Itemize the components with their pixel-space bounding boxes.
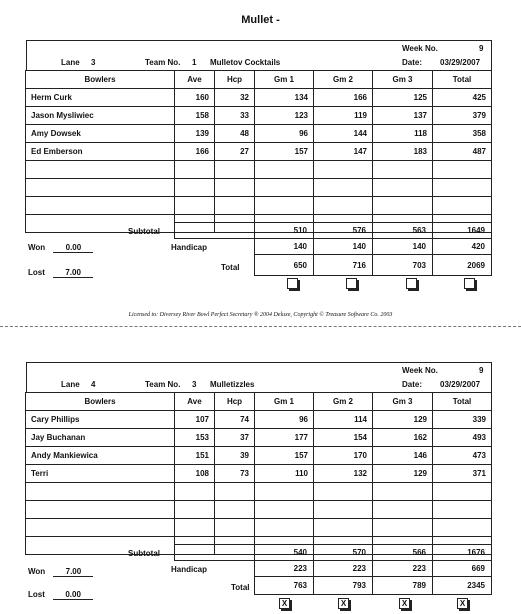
bowler-name: Cary Phillips bbox=[26, 411, 175, 429]
team-no-label: Team No. bbox=[145, 58, 181, 67]
table-row bbox=[26, 447, 492, 465]
bowler-total: 379 bbox=[433, 107, 492, 125]
bowler-gm2: 166 bbox=[314, 89, 373, 107]
bowler-ave: 160 bbox=[175, 89, 215, 107]
bowler-gm1: 157 bbox=[255, 447, 314, 465]
lane-value: 4 bbox=[91, 380, 96, 389]
handicap-row bbox=[175, 239, 492, 255]
col-gm2: Gm 2 bbox=[314, 393, 373, 411]
team-no-value: 3 bbox=[192, 380, 197, 389]
bowler-name: Ed Emberson bbox=[26, 143, 175, 161]
bowler-total: 358 bbox=[433, 125, 492, 143]
date-value: 03/29/2007 bbox=[440, 58, 481, 67]
cut-line bbox=[0, 326, 521, 327]
bowler-name: Andy Mankiewica bbox=[26, 447, 175, 465]
bowler-total: 473 bbox=[433, 447, 492, 465]
col-ave: Ave bbox=[175, 393, 215, 411]
handicap-gm2: 223 bbox=[314, 561, 373, 577]
lane-label: Lane bbox=[61, 58, 80, 67]
sheet-header-box bbox=[26, 362, 492, 393]
bowler-hcp: 39 bbox=[215, 447, 255, 465]
subtotal-gm2: 576 bbox=[314, 223, 373, 239]
bowler-gm1: 96 bbox=[255, 411, 314, 429]
won-label: Won bbox=[28, 243, 46, 252]
bowler-ave: 139 bbox=[175, 125, 215, 143]
bowler-gm3: 129 bbox=[373, 465, 433, 483]
game3-win-checkbox[interactable] bbox=[406, 278, 417, 289]
bowler-hcp: 48 bbox=[215, 125, 255, 143]
total-gm2: 793 bbox=[314, 577, 373, 595]
handicap-row bbox=[175, 561, 492, 577]
bowler-total: 339 bbox=[433, 411, 492, 429]
table-header-row bbox=[26, 71, 492, 89]
lost-label: Lost bbox=[28, 268, 45, 277]
total-gm1: 650 bbox=[255, 255, 314, 276]
subtotal-row bbox=[175, 545, 492, 561]
bowler-total: 371 bbox=[433, 465, 492, 483]
bowler-gm1: 134 bbox=[255, 89, 314, 107]
bowler-gm3: 125 bbox=[373, 89, 433, 107]
col-total: Total bbox=[433, 393, 492, 411]
subtotal-gm3: 563 bbox=[373, 223, 433, 239]
subtotal-label: Subtotal bbox=[128, 227, 160, 236]
lost-value: 7.00 bbox=[53, 268, 93, 278]
bowler-gm2: 114 bbox=[314, 411, 373, 429]
total-row bbox=[175, 577, 492, 595]
bowler-name: Amy Dowsek bbox=[26, 125, 175, 143]
empty-row bbox=[26, 501, 492, 519]
lost-field bbox=[28, 268, 93, 278]
bowler-ave: 151 bbox=[175, 447, 215, 465]
handicap-gm3: 223 bbox=[373, 561, 433, 577]
total-row bbox=[175, 255, 492, 276]
empty-row bbox=[26, 519, 492, 537]
totals-table bbox=[174, 222, 492, 276]
table-row bbox=[26, 143, 492, 161]
col-bowlers: Bowlers bbox=[26, 71, 175, 89]
table-row bbox=[26, 429, 492, 447]
handicap-gm1: 223 bbox=[255, 561, 314, 577]
bowler-hcp: 37 bbox=[215, 429, 255, 447]
handicap-label: Handicap bbox=[171, 565, 208, 574]
total-label: Total bbox=[221, 263, 240, 272]
bowler-gm1: 123 bbox=[255, 107, 314, 125]
lost-label: Lost bbox=[28, 590, 45, 599]
bowler-gm1: 157 bbox=[255, 143, 314, 161]
empty-row bbox=[26, 483, 492, 501]
date-label: Date: bbox=[402, 380, 423, 389]
game3-win-checkbox[interactable]: X bbox=[399, 598, 410, 609]
game1-win-checkbox[interactable]: X bbox=[279, 598, 290, 609]
bowler-total: 425 bbox=[433, 89, 492, 107]
handicap-gm3: 140 bbox=[373, 239, 433, 255]
total-gm3: 789 bbox=[373, 577, 433, 595]
bowler-total: 493 bbox=[433, 429, 492, 447]
col-bowlers: Bowlers bbox=[26, 393, 175, 411]
bowler-gm3: 146 bbox=[373, 447, 433, 465]
sheet-header-box bbox=[26, 40, 492, 71]
handicap-gm2: 140 bbox=[314, 239, 373, 255]
subtotal-total: 1649 bbox=[433, 223, 492, 239]
handicap-label: Handicap bbox=[171, 243, 208, 252]
bowler-gm2: 132 bbox=[314, 465, 373, 483]
table-header-row bbox=[26, 393, 492, 411]
col-total: Total bbox=[433, 71, 492, 89]
subtotal-gm1: 540 bbox=[255, 545, 314, 561]
week-label: Week No. bbox=[402, 44, 438, 53]
week-value: 9 bbox=[479, 366, 484, 375]
won-label: Won bbox=[28, 567, 46, 576]
table-row bbox=[26, 411, 492, 429]
week-label: Week No. bbox=[402, 366, 438, 375]
game2-win-checkbox[interactable] bbox=[346, 278, 357, 289]
game1-win-checkbox[interactable] bbox=[287, 278, 298, 289]
lane-value: 3 bbox=[91, 58, 96, 67]
bowler-gm2: 170 bbox=[314, 447, 373, 465]
col-hcp: Hcp bbox=[215, 393, 255, 411]
bowler-gm3: 137 bbox=[373, 107, 433, 125]
lane-label: Lane bbox=[61, 380, 80, 389]
empty-row bbox=[26, 197, 492, 215]
bowler-hcp: 27 bbox=[215, 143, 255, 161]
subtotal-gm1: 510 bbox=[255, 223, 314, 239]
table-row bbox=[26, 125, 492, 143]
game2-win-checkbox[interactable]: X bbox=[338, 598, 349, 609]
bowler-hcp: 74 bbox=[215, 411, 255, 429]
col-hcp: Hcp bbox=[215, 71, 255, 89]
totals-table bbox=[174, 544, 492, 595]
col-gm2: Gm 2 bbox=[314, 71, 373, 89]
bowler-ave: 166 bbox=[175, 143, 215, 161]
subtotal-label: Subtotal bbox=[128, 549, 160, 558]
bowler-hcp: 73 bbox=[215, 465, 255, 483]
won-field bbox=[28, 243, 93, 253]
subtotal-total: 1676 bbox=[433, 545, 492, 561]
bowler-gm1: 96 bbox=[255, 125, 314, 143]
subtotal-row bbox=[175, 223, 492, 239]
table-row bbox=[26, 89, 492, 107]
bowler-gm3: 183 bbox=[373, 143, 433, 161]
bowler-name: Jay Buchanan bbox=[26, 429, 175, 447]
col-gm3: Gm 3 bbox=[373, 71, 433, 89]
bowler-gm3: 129 bbox=[373, 411, 433, 429]
bowler-gm1: 177 bbox=[255, 429, 314, 447]
total-total: 2345 bbox=[433, 577, 492, 595]
bowler-gm2: 144 bbox=[314, 125, 373, 143]
table-row bbox=[26, 465, 492, 483]
bowler-name: Jason Mysliwiec bbox=[26, 107, 175, 125]
total-total: 2069 bbox=[433, 255, 492, 276]
table-row bbox=[26, 107, 492, 125]
col-gm1: Gm 1 bbox=[255, 393, 314, 411]
subtotal-gm2: 570 bbox=[314, 545, 373, 561]
col-gm1: Gm 1 bbox=[255, 71, 314, 89]
bowler-table bbox=[25, 392, 492, 555]
bowler-total: 487 bbox=[433, 143, 492, 161]
lost-field bbox=[28, 590, 93, 600]
handicap-gm1: 140 bbox=[255, 239, 314, 255]
bowler-gm3: 118 bbox=[373, 125, 433, 143]
week-value: 9 bbox=[479, 44, 484, 53]
total-gm3: 703 bbox=[373, 255, 433, 276]
bowler-ave: 107 bbox=[175, 411, 215, 429]
date-value: 03/29/2007 bbox=[440, 380, 481, 389]
subtotal-gm3: 566 bbox=[373, 545, 433, 561]
bowler-hcp: 33 bbox=[215, 107, 255, 125]
license-note: Licensed to: Diversey River Bowl Perfect Secretary ® 2004 Deluxe, Copyright © Treasure Software Co. 2003 bbox=[128, 312, 393, 318]
bowler-gm2: 147 bbox=[314, 143, 373, 161]
lost-value: 0.00 bbox=[53, 590, 93, 600]
team-name: Mulletizzles bbox=[210, 380, 255, 389]
team-name: Mulletov Cocktails bbox=[210, 58, 281, 67]
bowler-ave: 108 bbox=[175, 465, 215, 483]
bowler-name: Herm Curk bbox=[26, 89, 175, 107]
date-label: Date: bbox=[402, 58, 423, 67]
bowler-ave: 158 bbox=[175, 107, 215, 125]
total-label: Total bbox=[231, 583, 250, 592]
handicap-total: 420 bbox=[433, 239, 492, 255]
handicap-total: 669 bbox=[433, 561, 492, 577]
won-value: 0.00 bbox=[53, 243, 93, 253]
total-win-checkbox[interactable]: X bbox=[457, 598, 468, 609]
bowler-name: Terri bbox=[26, 465, 175, 483]
total-gm1: 763 bbox=[255, 577, 314, 595]
team-no-value: 1 bbox=[192, 58, 197, 67]
bowler-ave: 153 bbox=[175, 429, 215, 447]
bowler-hcp: 32 bbox=[215, 89, 255, 107]
bowler-gm2: 119 bbox=[314, 107, 373, 125]
bowler-table bbox=[25, 70, 492, 233]
bowler-gm3: 162 bbox=[373, 429, 433, 447]
col-ave: Ave bbox=[175, 71, 215, 89]
empty-row bbox=[26, 161, 492, 179]
won-field bbox=[28, 567, 93, 577]
bowler-gm1: 110 bbox=[255, 465, 314, 483]
empty-row bbox=[26, 179, 492, 197]
won-value: 7.00 bbox=[53, 567, 93, 577]
col-gm3: Gm 3 bbox=[373, 393, 433, 411]
page-title: Mullet - bbox=[241, 14, 280, 26]
team-no-label: Team No. bbox=[145, 380, 181, 389]
total-gm2: 716 bbox=[314, 255, 373, 276]
total-win-checkbox[interactable] bbox=[464, 278, 475, 289]
bowler-gm2: 154 bbox=[314, 429, 373, 447]
